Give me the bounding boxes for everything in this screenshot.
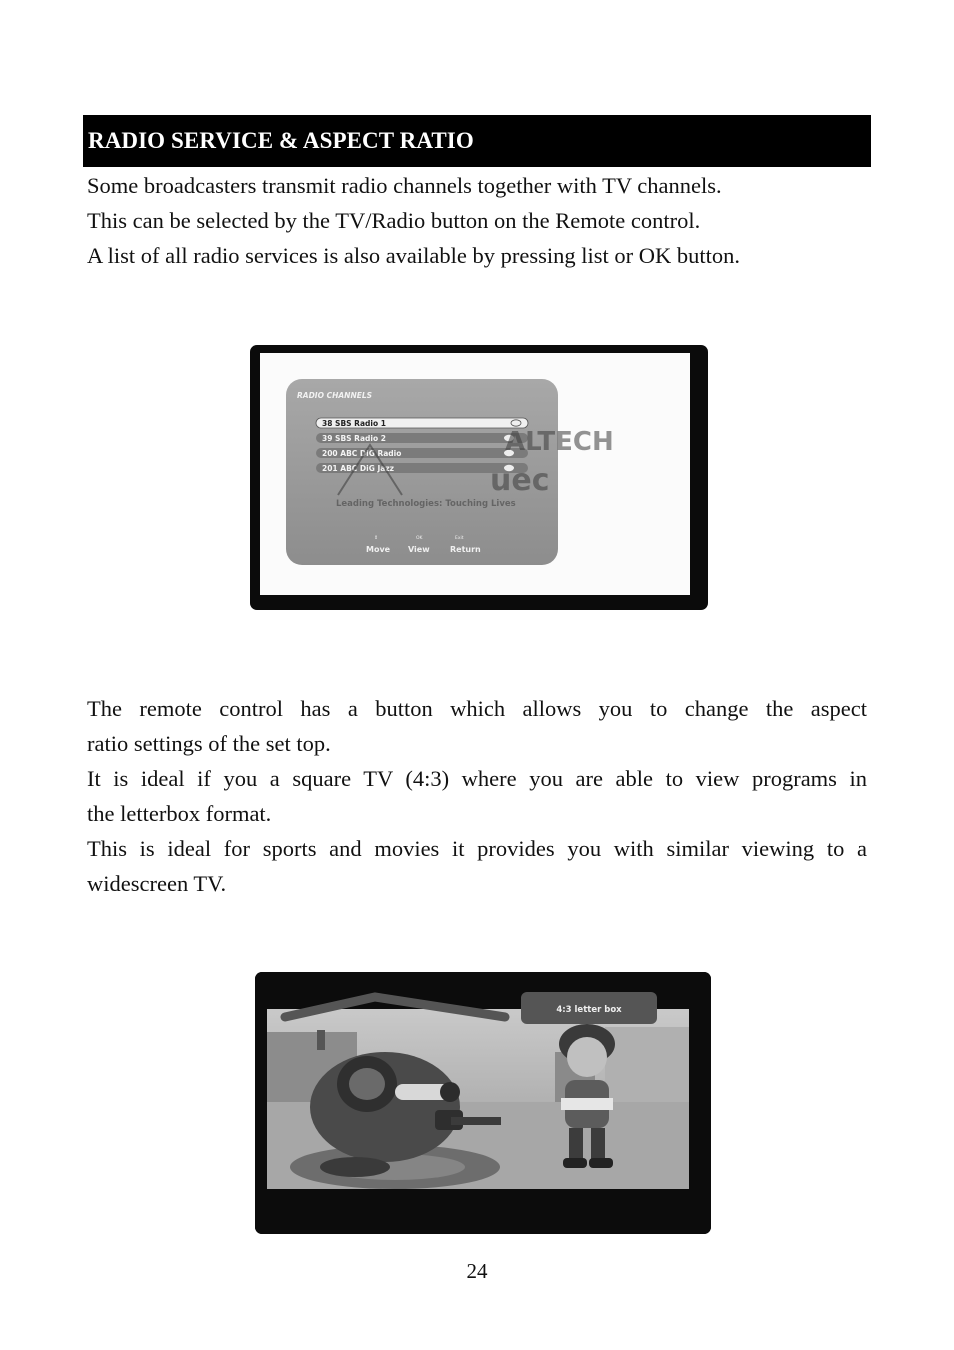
- aspect-line: widescreen TV.: [87, 871, 227, 896]
- radio-channels-screenshot: [250, 345, 708, 610]
- aspect-line: ratio settings of the set top.: [87, 731, 331, 756]
- radio-channels-screen-image: [250, 345, 708, 610]
- channel-name: 200 ABC DiG Radio: [322, 449, 402, 458]
- hint-return: Return: [450, 545, 481, 554]
- channel-name: 39 SBS Radio 2: [322, 434, 386, 443]
- move-key-icon: ⇕: [374, 535, 379, 541]
- logo-tagline: Leading Technologies: Touching Lives: [336, 499, 516, 509]
- logo-sub-text: uec: [490, 463, 550, 498]
- page-number: 24: [466, 1259, 488, 1283]
- aspect-line: This is ideal for sports and movies it provides you with similar viewing to a: [87, 836, 867, 861]
- aspect-line: The remote control has a button which allows you to change the aspect: [87, 696, 867, 721]
- hint-move: Move: [366, 545, 391, 554]
- hint-view: View: [408, 545, 430, 554]
- intro-line: Some broadcasters transmit radio channels together with TV channels.: [87, 173, 722, 198]
- letterbox-screen-image: [255, 972, 711, 1234]
- aspect-line: It is ideal if you a square TV (4:3) where you are able to view programs in: [87, 766, 867, 791]
- channel-name: 201 ABC DiG Jazz: [322, 464, 395, 473]
- radio-menu-title: RADIO CHANNELS: [297, 391, 373, 400]
- section-title: RADIO SERVICE & ASPECT RATIO: [88, 128, 474, 153]
- intro-line: A list of all radio services is also available by pressing list or OK button.: [87, 243, 741, 268]
- ok-key-icon: OK: [416, 536, 423, 541]
- intro-paragraph: [87, 168, 867, 273]
- logo-text: ALTECH: [505, 427, 614, 457]
- exit-key-icon: Exit: [455, 536, 464, 541]
- aspect-line: the letterbox format.: [87, 801, 272, 826]
- channel-name: 38 SBS Radio 1: [322, 419, 386, 428]
- section-header: [83, 115, 871, 167]
- letterbox-screenshot: [255, 972, 711, 1234]
- intro-line: This can be selected by the TV/Radio button on the Remote control.: [87, 208, 701, 233]
- aspect-ratio-paragraph: [87, 691, 867, 901]
- aspect-osd-label: 4:3 letter box: [556, 1005, 622, 1015]
